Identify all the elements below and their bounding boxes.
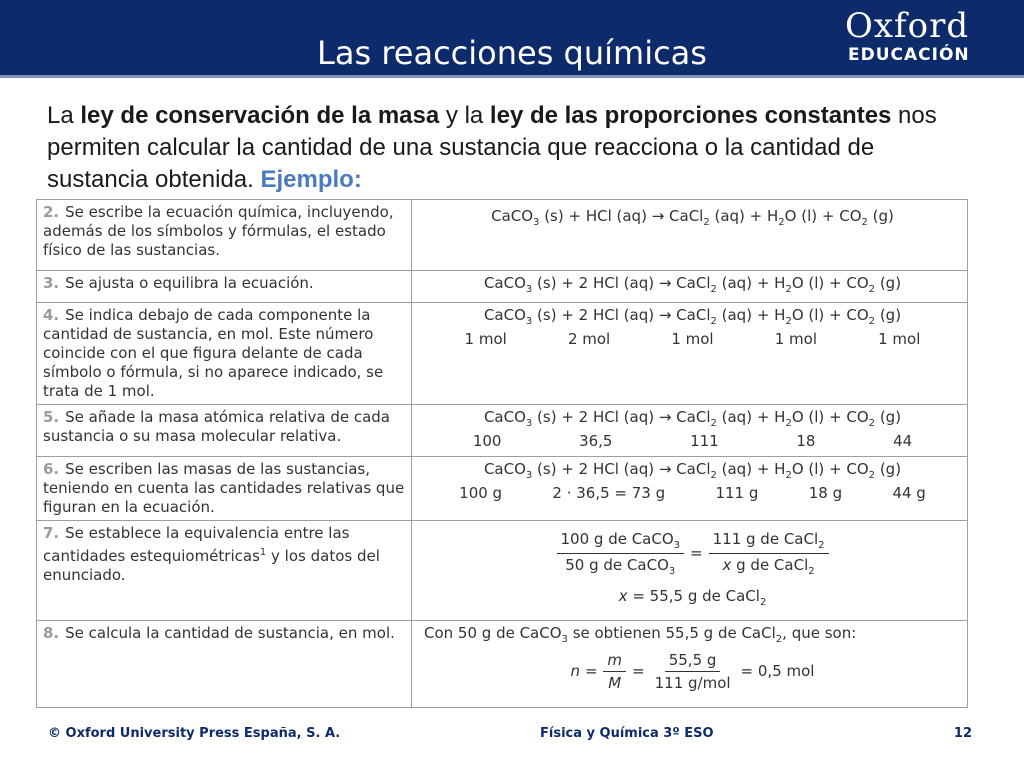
ejemplo-label: Ejemplo: — [260, 166, 362, 193]
table-row — [37, 520, 967, 620]
copyright-text: © Oxford University Press España, S. A. — [48, 726, 341, 741]
step-cell: 3. Se ajusta o equilibra la ecuación. — [37, 270, 412, 302]
slide-title: Las reacciones químicas — [317, 34, 707, 72]
conclusion-line: Con 50 g de CaCO$_3$ se obtienen 55,5 g de CaCl$_2$, que son: — [424, 623, 857, 645]
molar-mass-values: 100 36,5 111 18 44 — [472, 431, 913, 450]
equation-cell — [412, 620, 968, 707]
step-cell: 4. Se indica debajo de cada componente la cantidad de sustancia, en mol. Este número coincide con el que figura delante de cada símbolo o fórmula, si no aparece indicado, se trata de 1 mol. — [37, 302, 412, 404]
step-cell: 6. Se escriben las masas de las sustancias, teniendo en cuenta las cantidades relativas que figuran en la ecuación. — [37, 456, 412, 520]
step-cell: 2. Se escribe la ecuación química, incluyendo, además de los símbolos y fórmulas, el estado físico de las sustancias. — [37, 200, 412, 270]
x-result: x = 55,5 g de CaCl$_2$ — [618, 586, 767, 608]
table-row — [37, 456, 967, 520]
equation-cell — [412, 302, 968, 404]
chemical-equation: CaCO$_3$ (s) + 2 HCl (aq) → CaCl$_2$ $(aq) + H_2O$ $(l) + CO_2$ (g) — [483, 273, 902, 295]
educacion-logo-text: EDUCACIÓN — [848, 45, 970, 65]
chemical-equation: CaCO$_3$ (s) + 2 HCl (aq) → CaCl$_2$ $(aq) + H_2O$ $(l) + CO_2$ (g) — [483, 407, 902, 429]
step-cell: 7. Se establece la equivalencia entre las cantidades estequiométricas$^1$ y los datos del enunciado. — [37, 520, 412, 620]
step-cell: 8. Se calcula la cantidad de sustancia, en mol. — [37, 620, 412, 707]
table-row — [37, 620, 967, 707]
chemical-equation: CaCO$_3$ (s) + 2 HCl (aq) → CaCl$_2$ $(aq) + H_2O$ $(l) + CO_2$ (g) — [483, 305, 902, 327]
table-row — [37, 270, 967, 302]
header-bar — [0, 0, 1024, 78]
oxford-logo-text: Oxford — [845, 6, 970, 46]
equation-cell — [412, 270, 968, 302]
equation-cell — [412, 200, 968, 270]
step-cell: 5. Se añade la masa atómica relativa de cada sustancia o su masa molecular relativa. — [37, 404, 412, 456]
mass-values: 100 g 2 · 36,5 = 73 g 111 g 18 g 44 g — [459, 483, 926, 502]
table-row — [37, 404, 967, 456]
chemical-equation: CaCO$_3$ (s) + 2 HCl (aq) → CaCl$_2$ $(aq) + H_2O$ $(l) + CO_2$ (g) — [483, 459, 902, 481]
table-row — [37, 200, 967, 270]
chemical-equation: CaCO$_3$ (s) + HCl (aq) → CaCl$_2$ $(aq) + H_2O$ $(l) + CO_2$ (g) — [491, 207, 894, 228]
moles-equation: n = $\frac{m}{M}$ = $\frac{55,5 g}{\text{111 g/mol}}$ = 0,5 mol — [570, 650, 815, 692]
footer — [0, 726, 1024, 746]
table-row — [37, 302, 967, 404]
equation-cell — [412, 456, 968, 520]
proportion-equation: $\frac{100 g de CaCO_3}{50 g de CaCO_3}$ = $\frac{111 g de CaCl_2}{x g de CaCl_2}$ — [424, 530, 961, 577]
steps-table — [36, 199, 968, 708]
fraction-left: $\frac{100 g de CaCO_3}{50 g de CaCO_3}$ — [557, 530, 685, 577]
course-title: Física y Química 3º ESO — [540, 726, 714, 741]
page-number: 12 — [953, 726, 972, 741]
mol-values: 1 mol 2 mol 1 mol 1 mol 1 mol — [464, 329, 921, 348]
intro-paragraph: La ley de conservación de la masa y la ley de las proporciones constantes nos permiten calcular la cantidad de una sustancia que reacciona o la cantidad de sustancia obtenida. Ejemplo: — [47, 102, 937, 193]
equation-cell — [412, 520, 968, 620]
equation-cell — [412, 404, 968, 456]
fraction-right: $\frac{111 g de CaCl_2}{x g de CaCl_2}$ — [709, 530, 829, 577]
